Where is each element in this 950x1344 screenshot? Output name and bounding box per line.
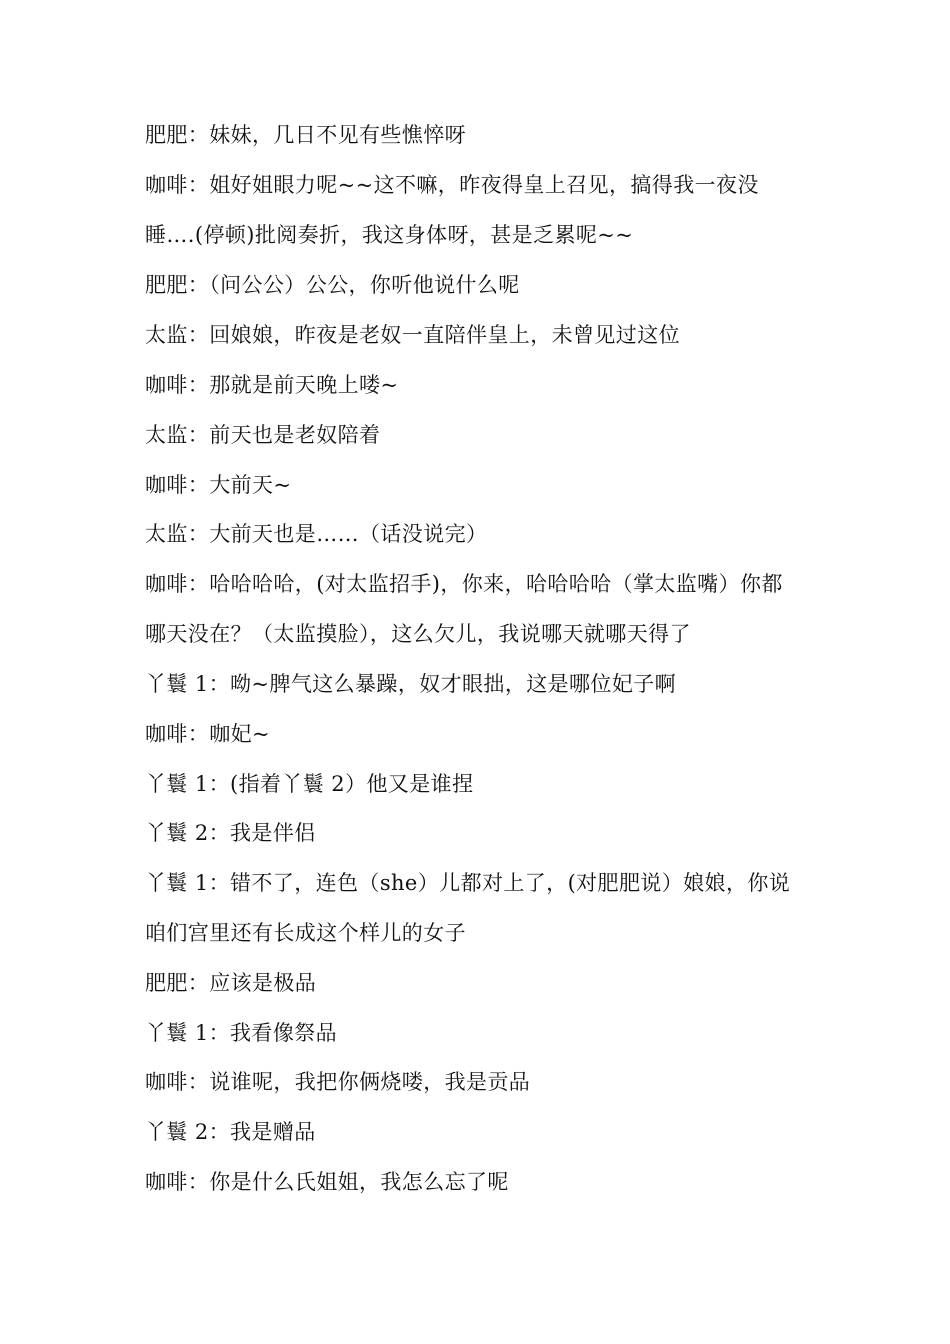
dialogue-line: 丫鬟 1：错不了，连色（she）儿都对上了，(对肥肥说）娘娘，你说	[145, 871, 791, 895]
dialogue-line: 咖啡：你是什么氏姐姐，我怎么忘了呢	[145, 1170, 509, 1194]
dialogue-line: 肥肥：妹妹，几日不见有些憔悴呀	[145, 123, 466, 147]
dialogue-line: 咖啡：姐好姐眼力呢~~这不嘛，昨夜得皇上召见，搞得我一夜没	[145, 173, 759, 197]
dialogue-line: 丫鬟 1：(指着丫鬟 2）他又是谁捏	[145, 772, 474, 796]
dialogue-line: 哪天没在？（太监摸脸），这么欠儿，我说哪天就哪天得了	[145, 622, 691, 646]
dialogue-line: 咖啡：哈哈哈哈，(对太监招手)，你来，哈哈哈哈（掌太监嘴）你都	[145, 572, 783, 596]
dialogue-line: 丫鬟 1：呦~脾气这么暴躁，奴才眼拙，这是哪位妃子啊	[145, 672, 677, 696]
dialogue-line: 咖啡：说谁呢，我把你俩烧喽，我是贡品	[145, 1070, 531, 1094]
dialogue-line: 太监：回娘娘，昨夜是老奴一直陪伴皇上，未曾见过这位	[145, 323, 680, 347]
dialogue-line: 咖啡：大前天~	[145, 473, 292, 497]
dialogue-line: 太监：前天也是老奴陪着	[145, 423, 381, 447]
dialogue-line: 太监：大前天也是……（话没说完）	[145, 522, 488, 546]
dialogue-line: 丫鬟 1：我看像祭品	[145, 1021, 338, 1045]
dialogue-line: 咖啡：那就是前天晚上喽~	[145, 373, 399, 397]
dialogue-line: 睡….(停顿)批阅奏折，我这身体呀，甚是乏累呢~~	[145, 223, 634, 247]
dialogue-line: 肥肥：（问公公）公公，你听他说什么呢	[145, 273, 520, 297]
dialogue-line: 咖啡：咖妃~	[145, 722, 270, 746]
dialogue-line: 肥肥：应该是极品	[145, 971, 317, 995]
dialogue-line: 咱们宫里还有长成这个样儿的女子	[145, 921, 466, 945]
dialogue-line: 丫鬟 2：我是赠品	[145, 1120, 316, 1144]
dialogue-line: 丫鬟 2：我是伴侣	[145, 821, 316, 845]
